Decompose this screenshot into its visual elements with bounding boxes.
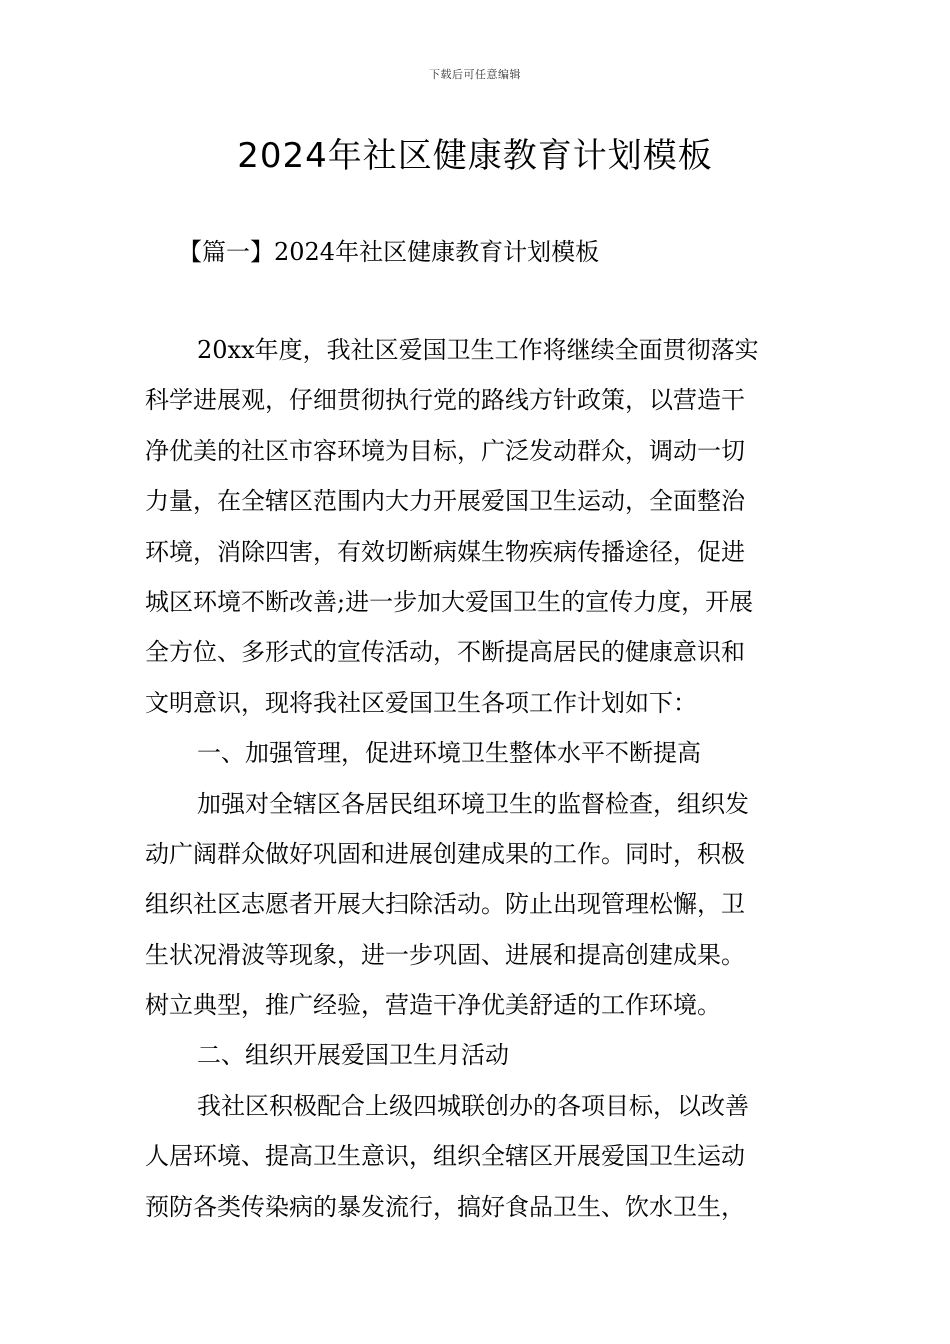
paragraph-line: 人居环境、提高卫生意识，组织全辖区开展爱国卫生运动 bbox=[145, 1142, 745, 1171]
paragraph-line: 环境，消除四害，有效切断病媒生物疾病传播途径，促进 bbox=[145, 537, 745, 566]
document-body bbox=[145, 325, 810, 1232]
document-title: 2024年社区健康教育计划模板 bbox=[237, 136, 713, 176]
paragraph-line: 文明意识，现将我社区爱国卫生各项工作计划如下： bbox=[145, 688, 697, 717]
paragraph-line: 我社区积极配合上级四城联创办的各项目标，以改善 bbox=[197, 1091, 749, 1120]
section-heading: 【篇一】2024年社区健康教育计划模板 bbox=[178, 238, 600, 266]
paragraph-line: 组织社区志愿者开展大扫除活动。防止出现管理松懈，卫 bbox=[145, 890, 745, 919]
paragraph-line: 动广阔群众做好巩固和进展创建成果的工作。同时，积极 bbox=[145, 839, 745, 868]
paragraph-line: 树立典型，推广经验，营造干净优美舒适的工作环境。 bbox=[145, 991, 721, 1020]
paragraph-line: 生状况滑波等现象，进一步巩固、进展和提高创建成果。 bbox=[145, 940, 745, 969]
paragraph-line: 20xx年度，我社区爱国卫生工作将继续全面贯彻落实 bbox=[197, 336, 759, 364]
paragraph-line: 净优美的社区市容环境为目标，广泛发动群众，调动一切 bbox=[145, 436, 745, 465]
paragraph-line: 预防各类传染病的暴发流行，搞好食品卫生、饮水卫生， bbox=[145, 1192, 745, 1221]
paragraph-line: 城区环境不断改善;进一步加大爱国卫生的宣传力度，开展 bbox=[145, 587, 754, 616]
paragraph-line: 力量，在全辖区范围内大力开展爱国卫生运动，全面整治 bbox=[145, 487, 745, 516]
paragraph-line: 全方位、多形式的宣传活动，不断提高居民的健康意识和 bbox=[145, 638, 745, 667]
header-note: 下载后可任意编辑 bbox=[429, 68, 521, 81]
paragraph-line: 科学进展观，仔细贯彻执行党的路线方针政策，以营造干 bbox=[145, 386, 745, 415]
paragraph-line: 加强对全辖区各居民组环境卫生的监督检查，组织发 bbox=[197, 789, 749, 818]
subheading-line: 二、组织开展爱国卫生月活动 bbox=[197, 1041, 509, 1070]
subheading-line: 一、加强管理，促进环境卫生整体水平不断提高 bbox=[197, 739, 701, 768]
